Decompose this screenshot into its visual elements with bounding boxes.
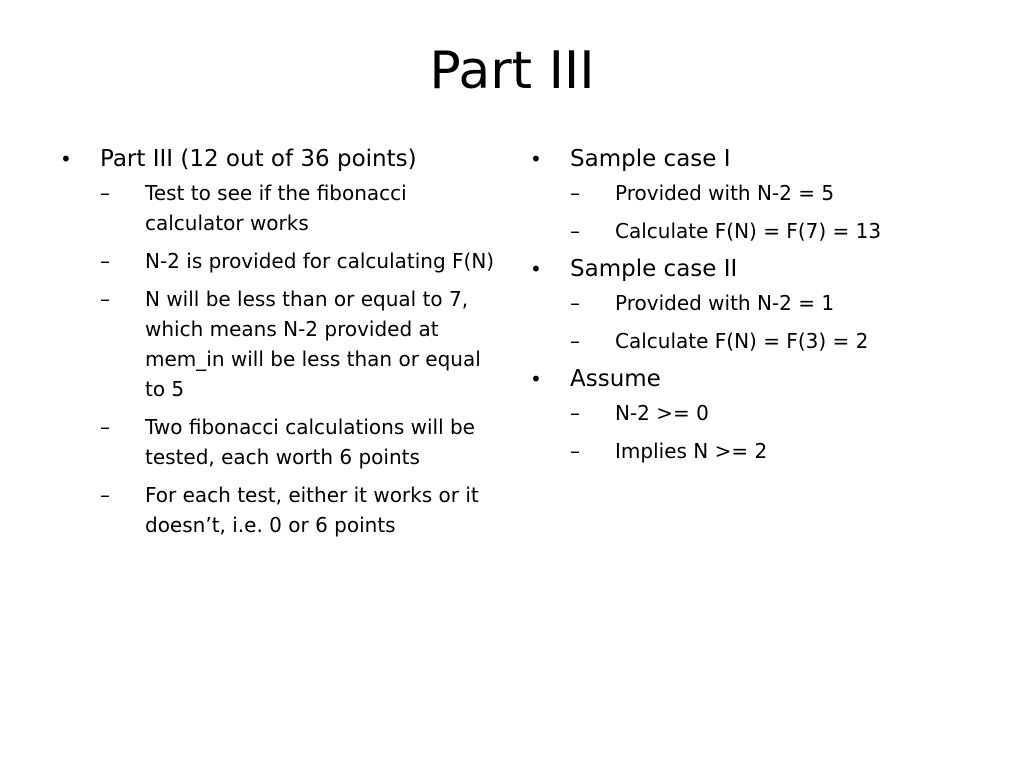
sub-bullet-text: Test to see if the fibonacci calculator works: [145, 181, 407, 235]
sub-bullet-item: [100, 178, 500, 238]
bullet-text: Assume: [570, 366, 661, 392]
bullet-icon: •: [530, 367, 542, 391]
bullet-text: Part III (12 out of 36 points): [100, 146, 417, 172]
sub-bullet-list: [570, 178, 970, 246]
sub-bullet-text: Calculate F(N) = F(7) = 13: [615, 219, 882, 243]
sub-bullet-list: [100, 178, 500, 540]
left-column: [60, 144, 500, 548]
slide-title: Part III: [429, 41, 595, 101]
sub-bullet-text: N will be less than or equal to 7, which means N-2 provided at mem_in will be less than or equal to 5: [145, 287, 481, 401]
sub-bullet-item: [100, 246, 500, 276]
sub-bullet-item: [100, 412, 500, 472]
bullet-icon: •: [530, 147, 542, 171]
dash-icon: –: [570, 401, 580, 425]
right-bullet-list: [530, 144, 970, 466]
sub-bullet-item: [570, 326, 970, 356]
dash-icon: –: [570, 291, 580, 315]
dash-icon: –: [570, 181, 580, 205]
right-column: [530, 144, 970, 474]
sub-bullet-text: For each test, either it works or it doesn’t, i.e. 0 or 6 points: [145, 483, 479, 537]
dash-icon: –: [570, 329, 580, 353]
dash-icon: –: [100, 181, 110, 205]
bullet-item: [530, 254, 970, 356]
sub-bullet-text: N-2 >= 0: [615, 401, 709, 425]
sub-bullet-text: Calculate F(N) = F(3) = 2: [615, 329, 869, 353]
sub-bullet-text: Two fibonacci calculations will be tested, each worth 6 points: [145, 415, 475, 469]
dash-icon: –: [100, 249, 110, 273]
sub-bullet-text: N-2 is provided for calculating F(N): [145, 249, 495, 273]
sub-bullet-item: [570, 436, 970, 466]
bullet-icon: •: [60, 147, 72, 171]
dash-icon: –: [100, 483, 110, 507]
bullet-item: [60, 144, 500, 540]
sub-bullet-text: Implies N >= 2: [615, 439, 768, 463]
bullet-text: Sample case I: [570, 146, 731, 172]
sub-bullet-list: [570, 398, 970, 466]
sub-bullet-item: [100, 480, 500, 540]
dash-icon: –: [100, 287, 110, 311]
sub-bullet-list: [570, 288, 970, 356]
sub-bullet-item: [570, 216, 970, 246]
bullet-item: [530, 364, 970, 466]
dash-icon: –: [570, 439, 580, 463]
sub-bullet-text: Provided with N-2 = 1: [615, 291, 835, 315]
sub-bullet-item: [570, 178, 970, 208]
sub-bullet-text: Provided with N-2 = 5: [615, 181, 835, 205]
sub-bullet-item: [570, 288, 970, 318]
bullet-item: [530, 144, 970, 246]
dash-icon: –: [570, 219, 580, 243]
left-bullet-list: [60, 144, 500, 540]
bullet-text: Sample case II: [570, 256, 738, 282]
sub-bullet-item: [100, 284, 500, 404]
bullet-icon: •: [530, 257, 542, 281]
dash-icon: –: [100, 415, 110, 439]
sub-bullet-item: [570, 398, 970, 428]
